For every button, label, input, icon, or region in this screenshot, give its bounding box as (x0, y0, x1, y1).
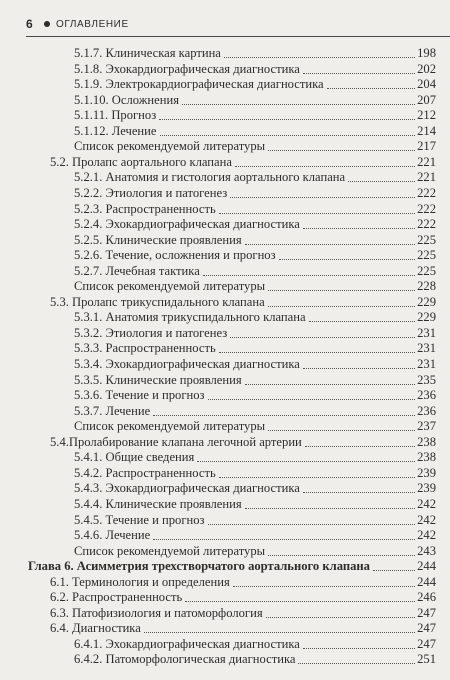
toc-entry-page: 242 (417, 496, 436, 511)
toc-entry-title: 5.4.Пролабирование клапана легочной артерии (50, 434, 302, 449)
toc-leader-dots (373, 570, 415, 571)
header-rule (26, 36, 450, 37)
toc-entry-page: 239 (417, 481, 436, 496)
toc-entry-title: 5.3.7. Лечение (74, 403, 151, 418)
toc-leader-dots (203, 275, 415, 276)
toc-leader-dots (160, 135, 416, 136)
toc-entry (50, 435, 436, 450)
toc-entry-page: 236 (417, 403, 436, 418)
toc-entry-title: 5.2. Пролапс аортального клапана (50, 154, 232, 169)
toc-entry (74, 124, 436, 139)
toc-entry (74, 544, 436, 559)
toc-leader-dots (197, 461, 415, 462)
toc-entry-title: 5.4.2. Распространенность (74, 465, 216, 480)
toc-entry-page: 204 (417, 77, 436, 92)
toc-entry-title: 5.1.8. Эхокардиографическая диагностика (74, 61, 300, 76)
toc-entry-title: 5.3.6. Течение и прогноз (74, 388, 205, 403)
toc-entry-page: 212 (417, 108, 436, 123)
toc-entry (50, 606, 436, 621)
toc-leader-dots (153, 415, 415, 416)
toc-leader-dots (245, 384, 415, 385)
toc-entry (50, 590, 436, 605)
toc-leader-dots (303, 228, 415, 229)
toc-entry-title: 5.2.2. Этиология и патогенез (74, 185, 228, 200)
toc-entry-title: Глава 6. Асимметрия трехстворчатого аортального клапана (28, 559, 370, 574)
toc-leader-dots (144, 632, 415, 633)
toc-entry-page: 246 (417, 590, 436, 605)
toc-entry (74, 481, 436, 496)
toc-entry-title: 5.2.5. Клинические проявления (74, 232, 242, 247)
toc-entry (28, 559, 436, 574)
toc-entry (74, 357, 436, 372)
toc-leader-dots (279, 259, 416, 260)
toc-entry-title: 5.3.4. Эхокардиографическая диагностика (74, 357, 300, 371)
toc-entry (74, 279, 436, 294)
toc-leader-dots (303, 73, 415, 74)
toc-entry (74, 217, 436, 232)
toc-entry-page: 221 (417, 170, 436, 185)
toc-entry-page: 238 (417, 450, 436, 465)
toc-entry-page: 247 (417, 605, 436, 620)
toc-leader-dots (230, 337, 415, 338)
toc-leader-dots (208, 399, 416, 400)
toc-entry-page: 244 (417, 574, 436, 589)
toc-leader-dots (153, 539, 415, 540)
toc-entry-title: 6.4. Диагностика (50, 621, 141, 636)
toc-leader-dots (268, 555, 415, 556)
toc-entry-page: 217 (417, 139, 436, 154)
toc-entry-page: 237 (417, 419, 436, 434)
toc-entry-page: 225 (417, 263, 436, 278)
toc-entry-title: 5.2.7. Лечебная тактика (74, 263, 200, 278)
toc-entry (74, 637, 436, 652)
toc-entry-title: Список рекомендуемой литературы (74, 419, 266, 434)
bullet-icon (44, 21, 50, 27)
toc-leader-dots (230, 197, 415, 198)
toc-entry-page: 251 (417, 652, 436, 667)
toc-leader-dots (266, 617, 415, 618)
toc-entry (74, 233, 436, 248)
toc-entry-page: 214 (417, 123, 436, 138)
toc-entry-page: 243 (417, 543, 436, 558)
toc-entry-page: 231 (417, 357, 436, 371)
toc-entry-title: 5.3.5. Клинические проявления (74, 372, 242, 387)
toc-entry (74, 341, 436, 356)
toc-entry-title: 5.4.5. Течение и прогноз (74, 512, 205, 527)
toc-entry-title: 5.2.3. Распространенность (74, 201, 216, 216)
toc-leader-dots (159, 119, 415, 120)
toc-leader-dots (235, 166, 415, 167)
toc-entry-title: 5.2.1. Анатомия и гистология аортального клапана (74, 170, 346, 185)
toc-entry (50, 155, 436, 170)
toc-entry-page: 202 (417, 61, 436, 76)
toc-entry-title: 5.4.3. Эхокардиографическая диагностика (74, 481, 300, 496)
toc-entry-title: 6.3. Патофизиология и патоморфология (50, 605, 263, 620)
toc-entry-page: 238 (417, 434, 436, 449)
toc-entry-title: 5.1.7. Клиническая картина (74, 46, 221, 60)
toc-entry-page: 231 (417, 341, 436, 356)
toc-entry-page: 229 (417, 294, 436, 309)
toc-entry-page: 207 (417, 92, 436, 107)
toc-entry-title: 5.2.6. Течение, осложнения и прогноз (74, 248, 276, 263)
toc-entry-title: Список рекомендуемой литературы (74, 139, 266, 154)
toc-entry-title: Список рекомендуемой литературы (74, 543, 266, 558)
toc-entry (74, 310, 436, 325)
toc-entry-page: 229 (417, 310, 436, 325)
toc-entry-title: 5.4.4. Клинические проявления (74, 496, 242, 511)
toc-leader-dots (268, 150, 415, 151)
toc-entry (74, 264, 436, 279)
toc-entry-title: 5.3.1. Анатомия трикуспидального клапана (74, 310, 306, 325)
toc-entry-title: 5.1.12. Лечение (74, 123, 157, 138)
toc-entry-title: 5.1.10. Осложнения (74, 92, 180, 107)
toc-leader-dots (303, 492, 415, 493)
toc-leader-dots (305, 446, 415, 447)
toc-entry-page: 236 (417, 388, 436, 403)
toc-entry-title: 6.1. Терминология и определения (50, 574, 230, 589)
toc-entry (74, 497, 436, 512)
toc-entry (74, 186, 436, 201)
toc-entry-title: 5.2.4. Эхокардиографическая диагностика (74, 217, 300, 232)
toc-entry-page: 222 (417, 185, 436, 200)
toc-entry-title: 6.4.1. Эхокардиографическая диагностика (74, 636, 300, 651)
toc-leader-dots (245, 508, 415, 509)
running-header (26, 17, 450, 31)
toc-entry (74, 419, 436, 434)
toc-entry (74, 466, 436, 481)
toc-leader-dots (268, 306, 415, 307)
toc-leader-dots (348, 181, 415, 182)
toc-entry-title: 5.4.6. Лечение (74, 528, 151, 543)
toc-leader-dots (208, 524, 416, 525)
toc-entry (50, 575, 436, 590)
toc-entry (74, 373, 436, 388)
toc-entry (50, 621, 436, 636)
toc-entry-title: 5.3.2. Этиология и патогенез (74, 325, 228, 340)
toc-entry-title: 5.4.1. Общие сведения (74, 450, 195, 465)
toc-leader-dots (298, 663, 415, 664)
toc-leader-dots (185, 601, 415, 602)
toc-entry (74, 450, 436, 465)
toc-entry-title: Список рекомендуемой литературы (74, 279, 266, 294)
toc-entry-page: 247 (417, 636, 436, 651)
toc-entry (74, 528, 436, 543)
toc-entry-title: 5.3. Пролапс трикуспидального клапана (50, 294, 265, 309)
toc-entry (74, 404, 436, 419)
running-header-title: ОГЛАВЛЕНИЕ (56, 18, 129, 30)
toc-entry (74, 108, 436, 123)
toc-entry-title: 5.1.11. Прогноз (74, 108, 157, 123)
toc-entry (74, 652, 436, 667)
toc-entry-page: 228 (417, 279, 436, 294)
toc-leader-dots (224, 57, 415, 58)
toc-leader-dots (303, 368, 415, 369)
toc-entry (74, 62, 436, 77)
toc-entry-page: 225 (417, 232, 436, 247)
toc-entry-title: 6.2. Распространенность (50, 590, 183, 605)
toc-entry (74, 248, 436, 263)
toc-leader-dots (327, 88, 415, 89)
toc-leader-dots (303, 648, 415, 649)
page-number: 6 (26, 17, 33, 31)
toc-entry-page: 225 (417, 248, 436, 263)
toc-leader-dots (268, 430, 415, 431)
toc-entry (74, 46, 436, 61)
toc-entry-page: 221 (417, 154, 436, 169)
toc-entry-title: 5.1.9. Электрокардиографическая диагностика (74, 77, 324, 92)
toc-leader-dots (245, 244, 415, 245)
toc-entry-page: 235 (417, 372, 436, 387)
toc-leader-dots (182, 104, 415, 105)
toc-entry (74, 77, 436, 92)
toc-leader-dots (268, 290, 415, 291)
toc-entry (50, 295, 436, 310)
toc-entry-title: 6.4.2. Патоморфологическая диагностика (74, 652, 296, 667)
toc-entry-page: 222 (417, 201, 436, 216)
toc-entry-page: 247 (417, 621, 436, 636)
toc-entry-page: 242 (417, 528, 436, 543)
toc-entry (74, 170, 436, 185)
toc-leader-dots (309, 321, 416, 322)
toc-leader-dots (219, 213, 415, 214)
toc-entry-page: 242 (417, 512, 436, 527)
toc-leader-dots (219, 477, 415, 478)
toc-leader-dots (233, 586, 415, 587)
toc-entry-page: 244 (417, 559, 436, 574)
toc-entry (74, 326, 436, 341)
toc-entry (74, 388, 436, 403)
toc-entry (74, 93, 436, 108)
toc-entry (74, 202, 436, 217)
toc-entry (74, 139, 436, 154)
toc-entry-title: 5.3.3. Распространенность (74, 341, 216, 356)
toc-entry (74, 513, 436, 528)
toc-entry-page: 239 (417, 465, 436, 480)
toc-entry-page: 222 (417, 217, 436, 232)
toc-entry-page: 231 (417, 325, 436, 340)
toc-entry-page: 198 (417, 46, 436, 60)
toc-leader-dots (219, 352, 415, 353)
